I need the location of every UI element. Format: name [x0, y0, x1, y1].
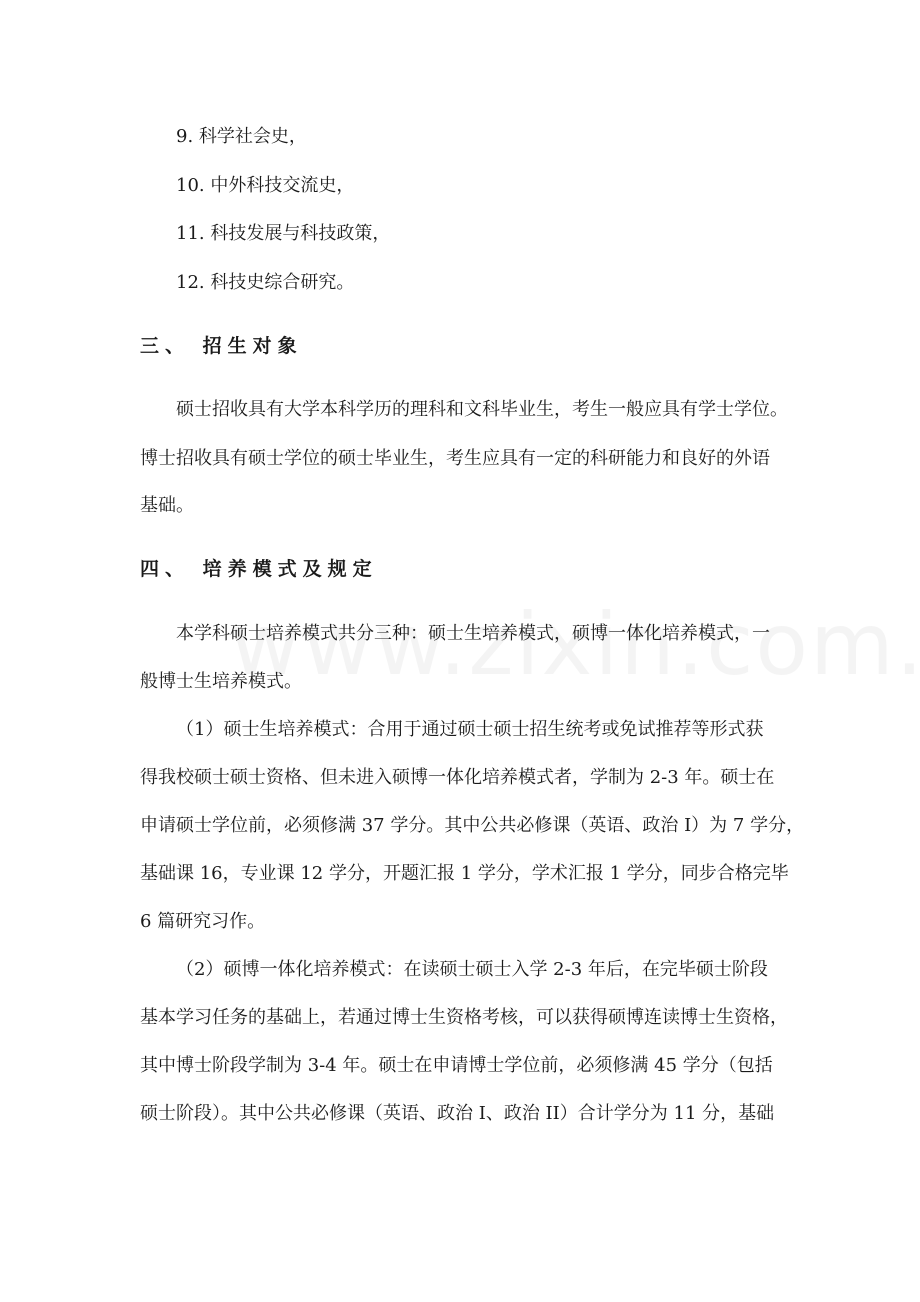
paragraph-line: 6 篇研究习作。 [140, 911, 266, 932]
paragraph-line: 博士招收具有硕士学位的硕士毕业生，考生应具有一定的科研能力和良好的外语 [140, 448, 770, 469]
paragraph-line: 基础。 [140, 495, 194, 516]
list-item: 9. 科学社会史， [176, 126, 307, 147]
paragraph-line: 般博士生培养模式。 [140, 671, 302, 692]
paragraph-line: 本学科硕士培养模式共分三种：硕士生培养模式，硕博一体化培养模式，一 [176, 623, 770, 644]
list-item: 12. 科技史综合研究。 [176, 272, 355, 293]
paragraph-line: 硕士招收具有大学本科学历的理科和文科毕业生，考生一般应具有学士学位。 [176, 399, 788, 420]
paragraph-line: （2）硕博一体化培养模式：在读硕士硕士入学 2-3 年后，在完毕硕士阶段 [176, 959, 768, 980]
list-item: 10. 中外科技交流史， [176, 175, 355, 196]
paragraph-line: 得我校硕士硕士资格、但未进入硕博一体化培养模式者，学制为 2-3 年。硕士在 [140, 767, 775, 788]
section-heading: 四、 培养模式及规定 [140, 558, 378, 580]
paragraph-line: 申请硕士学位前，必须修满 37 学分。其中公共必修课（英语、政治 I）为 7 学分， [140, 815, 805, 836]
list-item: 11. 科技发展与科技政策， [176, 223, 391, 244]
section-heading: 三、 招生对象 [140, 335, 303, 357]
paragraph-line: （1）硕士生培养模式：合用于通过硕士硕士招生统考或免试推荐等形式获 [176, 719, 764, 740]
paragraph-line: 基础课 16，专业课 12 学分，开题汇报 1 学分，学术汇报 1 学分，同步合格完毕 [140, 863, 789, 884]
paragraph-line: 基本学习任务的基础上，若通过博士生资格考核，可以获得硕博连读博士生资格， [140, 1007, 788, 1028]
paragraph-line: 硕士阶段）。其中公共必修课（英语、政治 I、政治 II）合计学分为 11 分，基础 [140, 1103, 775, 1124]
paragraph-line: 其中博士阶段学制为 3-4 年。硕士在申请博士学位前，必须修满 45 学分（包括 [140, 1055, 773, 1076]
